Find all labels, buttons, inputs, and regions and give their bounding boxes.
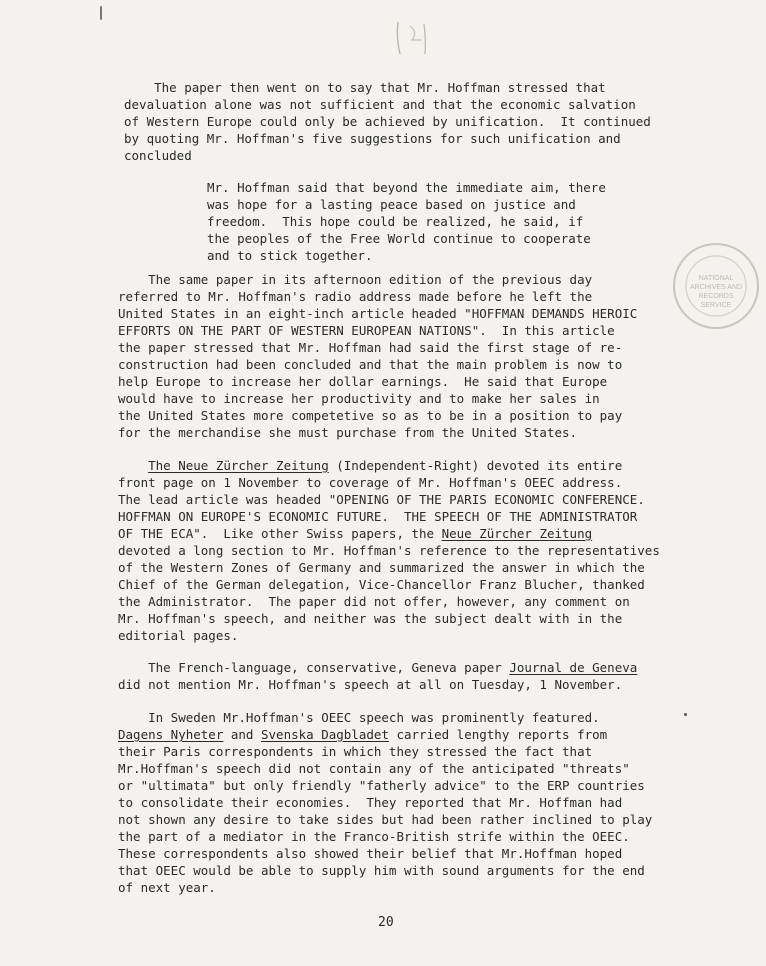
newspaper-title-svenska-dagbladet: Svenska Dagbladet	[261, 727, 389, 742]
p5-line-7: not shown any desire to take sides but had been rather inclined to play	[118, 812, 653, 827]
newspaper-title-nzz-2: Neue Zürcher Zeitung	[441, 526, 593, 541]
svg-text:ARCHIVES AND: ARCHIVES AND	[689, 284, 743, 291]
p3-line-4: HOFFMAN ON EUROPE'S ECONOMIC FUTURE. THE SPEECH OF THE ADMINISTRATOR	[118, 509, 638, 524]
p5-line-1: In Sweden Mr.Hoffman's OEEC speech was prominently featured.	[118, 710, 600, 725]
p5-line-2-mid: and	[223, 727, 261, 742]
svg-text:SERVICE: SERVICE	[700, 302, 732, 309]
quote-line-2: was hope for a lasting peace based on justice and	[207, 197, 576, 212]
speck-mark-right	[684, 713, 687, 716]
p5-line-6: to consolidate their economies. They reported that Mr. Hoffman had	[118, 795, 623, 810]
p3-line-10: Mr. Hoffman's speech, and neither was the subject dealt with in the	[118, 611, 623, 626]
p3-line-9: the Administrator. The paper did not offer, however, any comment on	[118, 594, 630, 609]
p2-line-4: EFFORTS ON THE PART OF WESTERN EUROPEAN NATIONS". In this article	[118, 323, 615, 338]
p5-line-10: that OEEC would be able to supply him with sound arguments for the end	[118, 863, 645, 878]
p2-line-2: referred to Mr. Hoffman's radio address made before he left the	[118, 289, 593, 304]
p5-line-9: These correspondents also showed their belief that Mr.Hoffman hoped	[118, 846, 623, 861]
p5-line-8: the part of a mediator in the Franco-British strife within the OEEC.	[118, 829, 630, 844]
p2-line-6: construction had been concluded and that the main problem is now to	[118, 357, 623, 372]
p3-line-6: devoted a long section to Mr. Hoffman's reference to the representatives	[118, 543, 660, 558]
archive-stamp	[670, 240, 762, 332]
p5-line-11: of next year.	[118, 880, 216, 895]
p1-line-5: concluded	[124, 148, 192, 163]
p2-line-8: would have to increase her productivity and to make her sales in	[118, 391, 600, 406]
p4-line-1	[118, 660, 637, 677]
p3-line-3: The lead article was headed "OPENING OF THE PARIS ECONOMIC CONFERENCE.	[118, 492, 645, 507]
page-number: 20	[378, 915, 394, 930]
newspaper-title-dagens-nyheter: Dagens Nyheter	[118, 727, 224, 742]
p2-line-1: The same paper in its afternoon edition of the previous day	[118, 272, 593, 287]
p3-line-5-pre: OF THE ECA". Like other Swiss papers, the	[118, 526, 442, 541]
svg-text:NATIONAL: NATIONAL	[698, 275, 734, 282]
p1-line-2: devaluation alone was not sufficient and that the economic salvation	[124, 97, 636, 112]
p2-line-9: the United States more competetive so as to be in a position to pay	[118, 408, 623, 423]
quote-line-5: and to stick together.	[207, 248, 373, 263]
p3-line-1-rest: (Independent-Right) devoted its entire	[328, 458, 623, 473]
p3-indent	[118, 458, 148, 473]
p4-line-2: did not mention Mr. Hoffman's speech at all on Tuesday, 1 November.	[118, 677, 623, 692]
p2-line-5: the paper stressed that Mr. Hoffman had said the first stage of re-	[118, 340, 623, 355]
p1-line-4: by quoting Mr. Hoffman's five suggestions for such unification and	[124, 131, 621, 146]
speck-mark	[100, 6, 102, 20]
p3-line-5	[118, 526, 592, 543]
newspaper-title-nzz: The Neue Zürcher Zeitung	[148, 458, 329, 473]
p3-line-7: of the Western Zones of Germany and summarized the answer in which the	[118, 560, 645, 575]
quote-line-3: freedom. This hope could be realized, he said, if	[207, 214, 584, 229]
p2-line-3: United States in an eight-inch article headed "HOFFMAN DEMANDS HEROIC	[118, 306, 638, 321]
p2-line-10: for the merchandise she must purchase from the United States.	[118, 425, 578, 440]
quote-line-1: Mr. Hoffman said that beyond the immediate aim, there	[207, 180, 606, 195]
handwritten-mark	[392, 18, 432, 58]
p1-line-3: of Western Europe could only be achieved by unification. It continued	[124, 114, 651, 129]
quote-line-4: the peoples of the Free World continue to cooperate	[207, 231, 591, 246]
newspaper-title-journal-de-geneva: Journal de Geneva	[509, 660, 638, 675]
p5-line-4: Mr.Hoffman's speech did not contain any of the anticipated "threats"	[118, 761, 630, 776]
p5-line-3: their Paris correspondents in which they stressed the fact that	[118, 744, 593, 759]
p3-line-1	[118, 458, 622, 475]
p5-line-2-rest: carried lengthy reports from	[388, 727, 608, 742]
p3-line-8: Chief of the German delegation, Vice-Chancellor Franz Blucher, thanked	[118, 577, 645, 592]
p1-line-1: The paper then went on to say that Mr. Hoffman stressed that	[124, 80, 606, 95]
p4-line-1-pre: The French-language, conservative, Geneva paper	[118, 660, 510, 675]
p5-line-2	[118, 727, 607, 744]
p2-line-7: help Europe to increase her dollar earnings. He said that Europe	[118, 374, 608, 389]
p3-line-2: front page on 1 November to coverage of Mr. Hoffman's OEEC address.	[118, 475, 623, 490]
p3-line-11: editorial pages.	[118, 628, 239, 643]
svg-text:RECORDS: RECORDS	[698, 293, 734, 300]
p5-line-5: or "ultimata" but only friendly "fatherly advice" to the ERP countries	[118, 778, 645, 793]
